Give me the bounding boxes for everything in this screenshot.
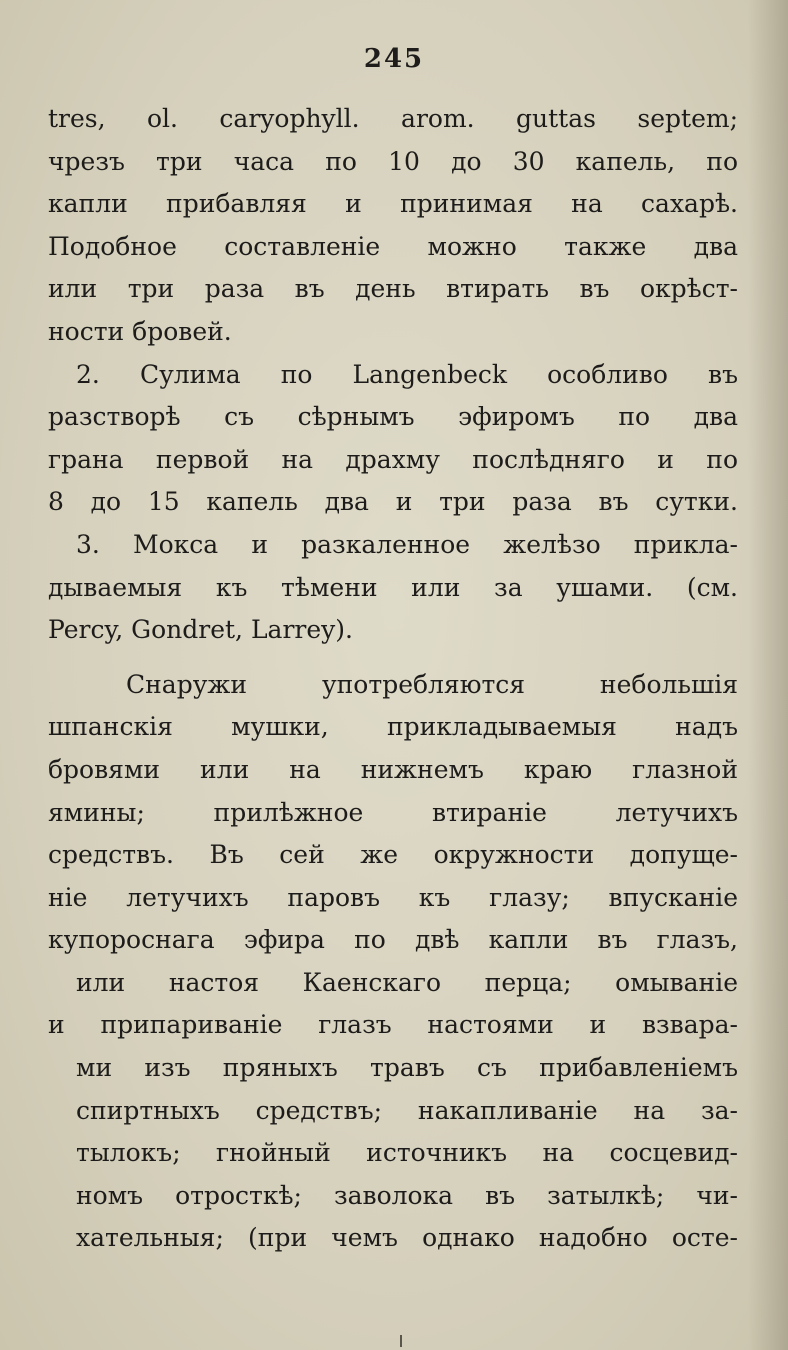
text-line: 3. Мокса и разкаленное желѣзо прикла- <box>76 529 738 559</box>
text-line: шпанскія мушки, прикладываемыя надъ <box>48 712 738 742</box>
text-line: хательныя; (при чемъ однако надобно осте- <box>76 1223 738 1253</box>
page-number: 245 <box>363 44 425 74</box>
text-line: 8 до 15 капель два и три раза въ сутки. <box>48 487 738 517</box>
text-line: чрезъ три часа по 10 до 30 капель, по <box>48 146 738 176</box>
text-line: tres, ol. caryophyll. arom. guttas septem; <box>48 104 738 133</box>
text-line: капли прибавляя и принимая на сахарѣ. <box>48 189 738 219</box>
text-line: спиртныхъ средствъ; накапливаніе на за- <box>76 1095 738 1125</box>
text-line: ямины; прилѣжное втираніе летучихъ <box>48 797 738 827</box>
text-line: купороснага эфира по двѣ капли въ глазъ, <box>48 925 738 955</box>
text-line: средствъ. Въ сей же окружности допуще- <box>48 840 738 870</box>
text-line: Percy, Gondret, Larrey). <box>48 615 353 645</box>
text-line: грана первой на драхму послѣдняго и по <box>48 444 738 474</box>
text-line: ми изъ пряныхъ травъ съ прибавленіемъ <box>76 1053 738 1083</box>
text-line: 2. Сулима по Langenbeck особливо въ <box>76 359 738 389</box>
text-line: или настоя Каенскаго перца; омываніе <box>76 967 738 997</box>
text-line: Снаружи употребляются небольшія <box>126 669 738 699</box>
text-line: и припариваніе глазъ настоями и взвара- <box>48 1010 738 1040</box>
text-line: дываемыя къ тѣмени или за ушами. (см. <box>48 572 738 602</box>
text-line: Подобное составленіе можно также два <box>48 231 738 261</box>
text-line: бровями или на нижнемъ краю глазной <box>48 754 738 784</box>
text-line: или три раза въ день втирать въ окрѣст- <box>48 274 738 304</box>
page-text <box>48 98 738 1260</box>
text-line: ніе летучихъ паровъ къ глазу; впусканіе <box>48 882 738 912</box>
text-line: разстворѣ съ сѣрнымъ эфиромъ по два <box>48 402 738 432</box>
page-edge-shadow <box>748 0 788 1350</box>
text-line: номъ отросткѣ; заволока въ затылкѣ; чи- <box>76 1180 738 1210</box>
text-line: ности бровей. <box>48 316 232 346</box>
text-line: тылокъ; гнойный источникъ на сосцевид- <box>76 1138 738 1168</box>
ink-mark <box>400 1335 402 1347</box>
